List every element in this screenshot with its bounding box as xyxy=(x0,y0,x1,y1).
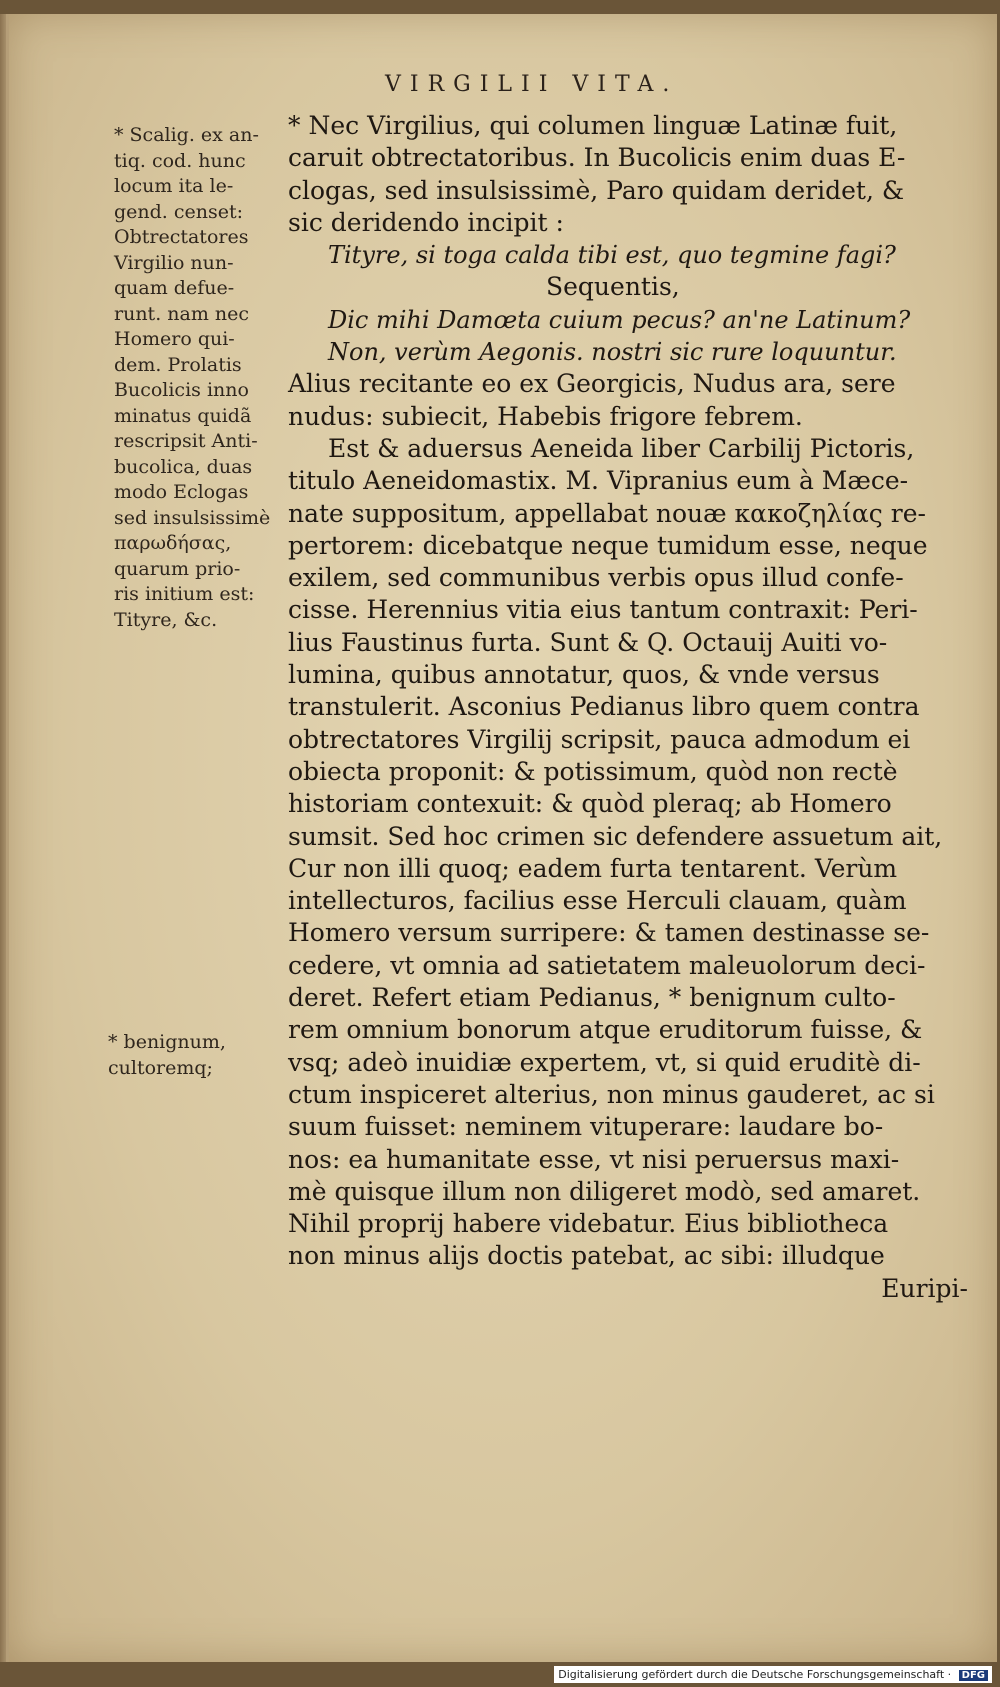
margin-note-line: rescripsit Anti- xyxy=(114,430,258,452)
text-line: exilem, sed communibus verbis opus illud confe- xyxy=(288,563,904,593)
text-line: intellecturos, facilius esse Herculi clauam, quàm xyxy=(288,886,907,916)
text-line: nudus: subiecit, Habebis frigore febrem. xyxy=(288,401,803,431)
text-line: non minus alijs doctis patebat, ac sibi: illudque xyxy=(288,1241,885,1271)
text-line: rem omnium bonorum atque eruditorum fuisse, & xyxy=(288,1015,923,1045)
text-line: Nihil proprij habere videbatur. Eius bibliotheca xyxy=(288,1209,889,1239)
margin-note-line: quarum prio- xyxy=(114,557,241,580)
text-line: nos: ea humanitate esse, vt nisi peruersus maxi- xyxy=(288,1144,900,1174)
margin-note-line: Bucolicis inno xyxy=(114,379,249,401)
margin-note-line: Obtrectatores xyxy=(114,226,249,248)
margin-note-line: ris initium est: xyxy=(114,583,255,605)
main-text-block xyxy=(288,110,968,1305)
text-line: mè quisque illum non diligeret modò, sed amaret. xyxy=(288,1176,921,1206)
text-line: suum fuisset: neminem vituperare: laudare bo- xyxy=(288,1112,884,1142)
footer-text: Digitalisierung gefördert durch die Deutsche Forschungsgemeinschaft · xyxy=(558,1668,952,1681)
verse-line: Non, verùm Aegonis. nostri sic rure loquuntur. xyxy=(328,338,897,367)
text-line: pertorem: dicebatque neque tumidum esse, neque xyxy=(288,530,928,560)
margin-note-line: modo Eclogas xyxy=(114,481,249,503)
text-line: Cur non illi quoq; eadem furta tentarent. Verùm xyxy=(288,853,898,883)
margin-note-line: sed insulsissimè xyxy=(114,506,271,529)
running-head: VIRGILII VITA. xyxy=(385,72,679,97)
text-line: cisse. Herennius vitia eius tantum contraxit: Peri- xyxy=(288,595,918,625)
margin-note-line: παρωδήσας, xyxy=(114,532,232,554)
text-line: lumina, quibus annotatur, quos, & vnde versus xyxy=(288,660,880,690)
margin-note-line: cultoremq; xyxy=(108,1056,213,1079)
text-line: historiam contexuit: & quòd pleraq; ab Homero xyxy=(288,789,892,819)
text-line: Euripi- xyxy=(881,1273,968,1303)
margin-note-scaliger xyxy=(114,123,284,633)
digitization-footer xyxy=(554,1666,992,1683)
margin-note-line: runt. nam nec xyxy=(114,302,250,325)
margin-note-line: * benignum, xyxy=(108,1031,226,1053)
verse-line: Dic mihi Damœta cuium pecus? an'ne Latinum? xyxy=(328,305,911,334)
text-line: cedere, vt omnia ad satietatem maleuolorum deci- xyxy=(288,950,926,980)
text-line: transtulerit. Asconius Pedianus libro quem contra xyxy=(288,692,920,722)
margin-note-line: * Scalig. ex an- xyxy=(114,124,259,146)
text-line: nate suppositum, appellabat nouæ κακοζηλίας re- xyxy=(288,498,926,528)
text-line: Sequentis, xyxy=(546,272,680,302)
dfg-logo: DFG xyxy=(959,1670,988,1681)
text-line: Est & aduersus Aeneida liber Carbilij Pictoris, xyxy=(328,433,915,463)
text-line: sic deridendo incipit : xyxy=(288,207,564,237)
margin-note-line: quam defue- xyxy=(114,277,235,299)
text-line: Homero versum surripere: & tamen destinasse se- xyxy=(288,918,930,948)
text-line: titulo Aeneidomastix. M. Vipranius eum à Mæce- xyxy=(288,466,909,496)
text-line: deret. Refert etiam Pedianus, * benignum culto- xyxy=(288,983,896,1013)
margin-note-benignum xyxy=(108,1030,283,1081)
text-line: obtrectatores Virgilij scripsit, pauca admodum ei xyxy=(288,724,911,754)
margin-note-line: Tityre, &c. xyxy=(114,608,218,631)
margin-note-line: Homero qui- xyxy=(114,328,235,350)
margin-note-line: Virgilio nun- xyxy=(114,251,234,274)
text-line: clogas, sed insulsissimè, Paro quidam deridet, & xyxy=(288,175,905,205)
text-line: caruit obtrectatoribus. In Bucolicis enim duas E- xyxy=(288,143,906,173)
text-line: * Nec Virgilius, qui columen linguæ Latinæ fuit, xyxy=(288,111,898,140)
margin-note-line: locum ita le- xyxy=(114,175,234,197)
text-line: obiecta proponit: & potissimum, quòd non rectè xyxy=(288,756,898,786)
margin-note-line: gend. censet: xyxy=(114,200,244,223)
verse-line: Tityre, si toga calda tibi est, quo tegmine fagi? xyxy=(328,241,896,270)
text-line: sumsit. Sed hoc crimen sic defendere assuetum ait, xyxy=(288,821,943,851)
margin-note-line: tiq. cod. hunc xyxy=(114,149,246,172)
margin-note-line: dem. Prolatis xyxy=(114,353,242,376)
text-line: ctum inspiceret alterius, non minus gauderet, ac si xyxy=(288,1079,935,1109)
text-line: Alius recitante eo ex Georgicis, Nudus ara, sere xyxy=(288,369,896,399)
margin-note-line: bucolica, duas xyxy=(114,455,253,478)
text-line: vsq; adeò inuidiæ expertem, vt, si quid eruditè di- xyxy=(288,1047,921,1077)
margin-note-line: minatus quidã xyxy=(114,404,252,427)
text-line: lius Faustinus furta. Sunt & Q. Octauij Auiti vo- xyxy=(288,627,888,657)
